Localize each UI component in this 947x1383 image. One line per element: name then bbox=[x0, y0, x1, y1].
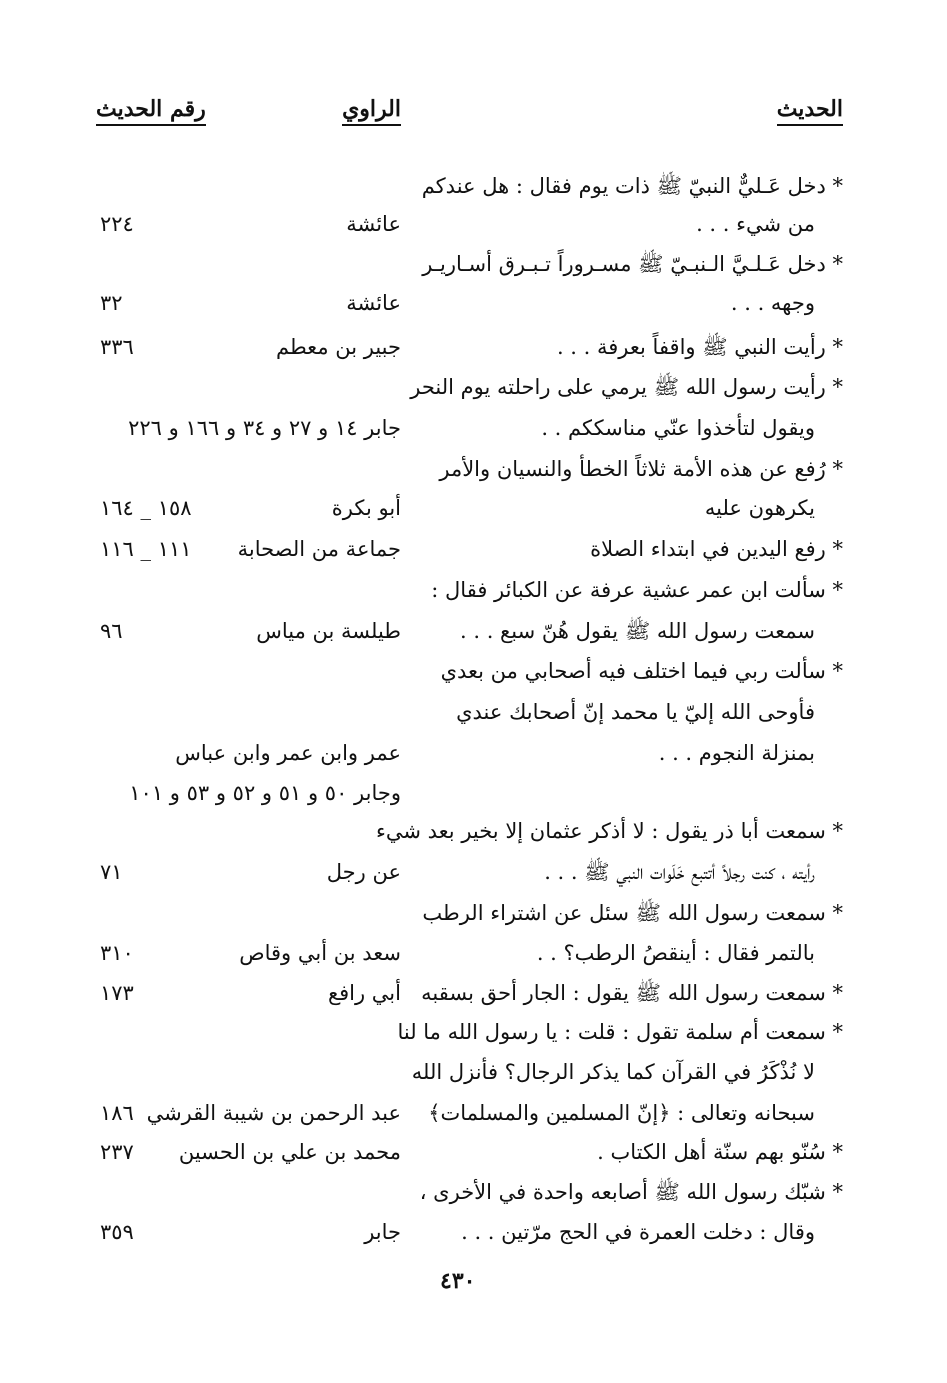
hadith-number: ٣١٠ bbox=[100, 941, 134, 965]
hadith-number: ١٨٦ bbox=[100, 1101, 134, 1125]
hadith-line: * سمعت رسول الله ﷺ سئل عن اشتراء الرطب bbox=[422, 901, 843, 925]
hadith-line: * رأيت رسول الله ﷺ يرمي على راحلته يوم النحر bbox=[410, 375, 843, 399]
hadith-number: ٣٢ bbox=[100, 291, 123, 315]
narrator: عن رجل bbox=[326, 860, 401, 884]
narrator: عبد الرحمن بن شيبة القرشي bbox=[146, 1101, 401, 1125]
narrator: جبير بن معطم bbox=[275, 335, 401, 359]
hadith-line: * سألت ربي فيما اختلف فيه أصحابي من بعدي bbox=[440, 659, 843, 683]
narrator: سعد بن أبي وقاص bbox=[239, 941, 401, 965]
narrator: عمر وابن عمر وابن عباس bbox=[175, 741, 401, 765]
hadith-line: * سمعت رسول الله ﷺ يقول : الجار أحق بسقبه bbox=[421, 981, 843, 1005]
narrator: وجابر ٥٠ و ٥١ و ٥٢ و ٥٣ و ١٠١ bbox=[129, 781, 401, 805]
hadith-number: ٢٢٤ bbox=[100, 212, 134, 236]
column-header-hadith: الحديث bbox=[777, 96, 843, 126]
hadith-line: * رُفع عن هذه الأمة ثلاثاً الخطأ والنسيان والأمر bbox=[439, 457, 843, 481]
hadith-line: * سمعت أبا ذر يقول : لا أذكر عثمان إلا بخير بعد شيء bbox=[376, 819, 843, 843]
hadith-line: سمعت رسول الله ﷺ يقول هُنّ سبع . . . bbox=[460, 619, 815, 643]
narrator: عائشة bbox=[346, 212, 401, 236]
narrator: جابر ١٤ و ٢٧ و ٣٤ و ١٦٦ و ٢٢٦ bbox=[128, 416, 401, 440]
hadith-number: ٧١ bbox=[100, 860, 123, 884]
hadith-number: ٩٦ bbox=[100, 619, 123, 643]
hadith-line: * سألت ابن عمر عشية عرفة عن الكبائر فقال : bbox=[431, 578, 843, 602]
hadith-line: يكرهون عليه bbox=[704, 496, 815, 520]
hadith-line: فأوحى الله إليّ يا محمد إنّ أصحابك عندي bbox=[456, 700, 815, 724]
hadith-number: ٣٥٩ bbox=[100, 1220, 134, 1244]
hadith-line: بمنزلة النجوم . . . bbox=[658, 741, 815, 765]
narrator: محمد بن علي بن الحسين bbox=[178, 1140, 401, 1164]
hadith-number: ١٥٨ _ ١٦٤ bbox=[100, 496, 192, 520]
narrator: طيلسة بن مياس bbox=[256, 619, 401, 643]
column-header-number: رقم الحديث bbox=[96, 96, 206, 126]
hadith-line: وجهه . . . bbox=[730, 291, 815, 315]
page-number: ٤٣٠ bbox=[440, 1268, 476, 1294]
hadith-line: * رفع اليدين في ابتداء الصلاة bbox=[590, 537, 843, 561]
hadith-line: بالتمر فقال : أينقصُ الرطب؟ . . bbox=[536, 941, 815, 965]
hadith-number: ٣٣٦ bbox=[100, 335, 134, 359]
hadith-line: * سُنّو بهم سنّة أهل الكتاب . bbox=[597, 1140, 843, 1164]
hadith-number: ٢٣٧ bbox=[100, 1140, 134, 1164]
narrator: عائشة bbox=[346, 291, 401, 315]
column-header-narrator: الراوي bbox=[342, 96, 401, 126]
hadith-line: من شيء . . . bbox=[696, 212, 815, 236]
narrator: جابر bbox=[364, 1220, 401, 1244]
hadith-line: * سمعت أم سلمة تقول : قلت : يا رسول الله ما لنا bbox=[397, 1020, 843, 1044]
narrator: أبو بكرة bbox=[331, 496, 401, 520]
hadith-number: ١١١ _ ١١٦ bbox=[100, 537, 192, 561]
hadith-line: * شبّك رسول الله ﷺ أصابعه واحدة في الأخرى ، bbox=[419, 1180, 843, 1204]
hadith-line: * دخل عَـليٌّ النبيّ ﷺ ذات يوم فقال : هل عندكم bbox=[421, 174, 843, 198]
hadith-line: ويقول لتأخذوا عنّي مناسككم . . bbox=[541, 416, 815, 440]
hadith-line: وقال : دخلت العمرة في الحج مرّتين . . . bbox=[461, 1220, 815, 1244]
hadith-number: ١٧٣ bbox=[100, 981, 134, 1005]
hadith-line: سبحانه وتعالى : ﴿إنّ المسلمين والمسلمات﴾ bbox=[428, 1101, 815, 1125]
hadith-line: لا نُذْكَرُ في القرآن كما يذكر الرجال؟ فأنزل الله bbox=[411, 1060, 815, 1084]
hadith-line: رأيته ، كنت رجلاً أتتبع خَلَوات النبي ﷺ . . . bbox=[544, 860, 815, 884]
narrator: جماعة من الصحابة bbox=[237, 537, 401, 561]
hadith-line: * رأيت النبي ﷺ واقفاً بعرفة . . . bbox=[556, 335, 843, 359]
hadith-line: * دخل عَـلـيَّ الـنبـيّ ﷺ مسـروراً تـبـرق أسـاريـر bbox=[422, 252, 843, 276]
narrator: أبي رافع bbox=[327, 981, 401, 1005]
